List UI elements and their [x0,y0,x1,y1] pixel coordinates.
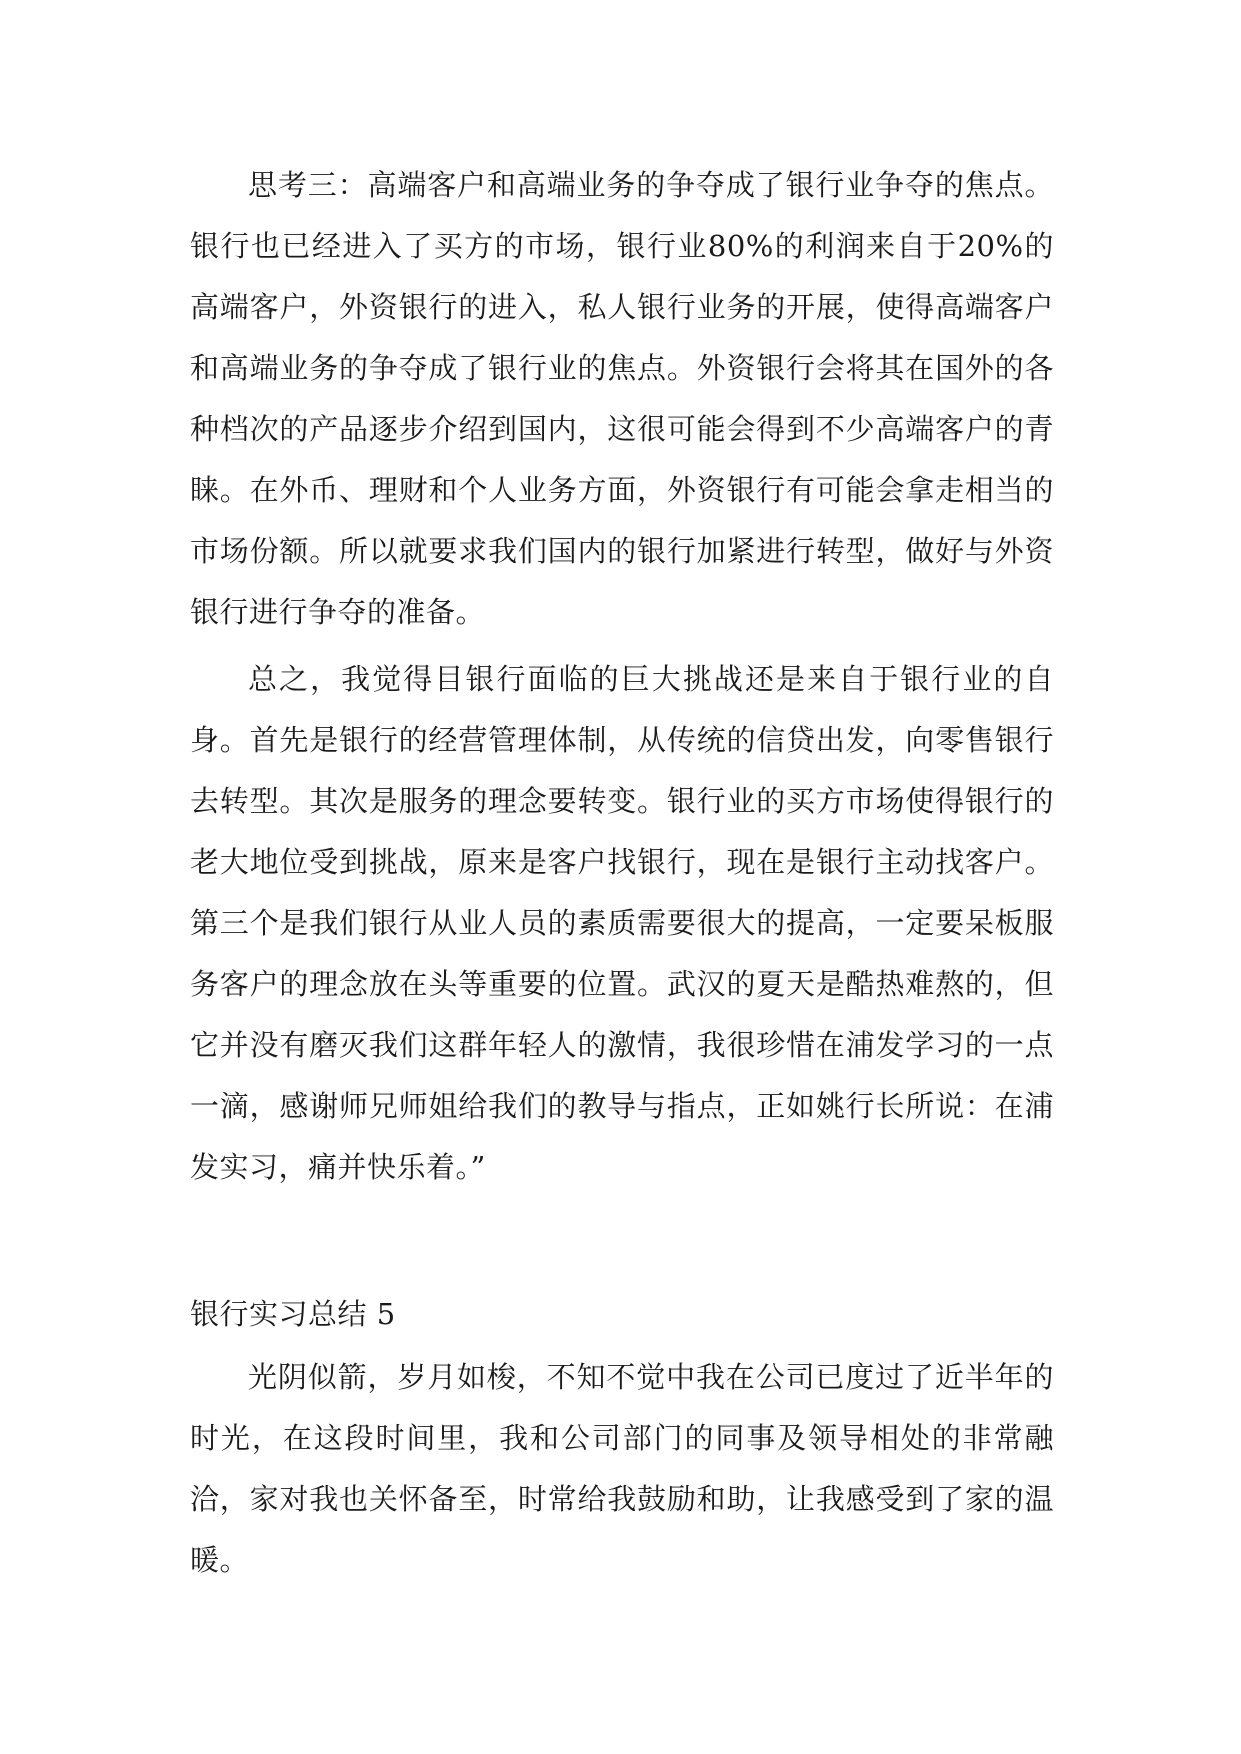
section-heading: 银行实习总结 5 [190,1297,396,1331]
paragraph-thinking-three: 思考三：高端客户和高端业务的争夺成了银行业争夺的焦点。银行也已经进入了买方的市场，银行业80%的利润来自于20%的高端客户，外资银行的进入，私人银行业务的开展，使得高端客户和高端业务的争夺成了银行业的焦点。外资银行会将其在国外的各种档次的产品逐步介绍到国内，这很可能会得到不少高端客户的青睐。在外币、理财和个人业务方面，外资银行有可能会拿走相当的市场份额。所以就要求我们国内的银行加紧进行转型，做好与外资银行进行争夺的准备。 [190,168,1054,629]
paragraph-section-5-intro: 光阴似箭，岁月如梭，不知不觉中我在公司已度过了近半年的时光，在这段时间里，我和公司部门的同事及领导相处的非常融洽，家对我也关怀备至，时常给我鼓励和助，让我感受到了家的温暖。 [190,1360,1054,1577]
paragraph-conclusion: 总之，我觉得目银行面临的巨大挑战还是来自于银行业的自身。首先是银行的经营管理体制，从传统的信贷出发，向零售银行去转型。其次是服务的理念要转变。银行业的买方市场使得银行的老大地位受到挑战，原来是客户找银行，现在是银行主动找客户。第三个是我们银行从业人员的素质需要很大的提高，一定要呆板服务客户的理念放在头等重要的位置。武汉的夏天是酷热难熬的，但它并没有磨灭我们这群年轻人的激情，我很珍惜在浦发学习的一点一滴，感谢师兄师姐给我们的教导与指点，正如姚行长所说：在浦发实习，痛并快乐着。” [190,662,1054,1184]
document-page [190,155,1054,1591]
